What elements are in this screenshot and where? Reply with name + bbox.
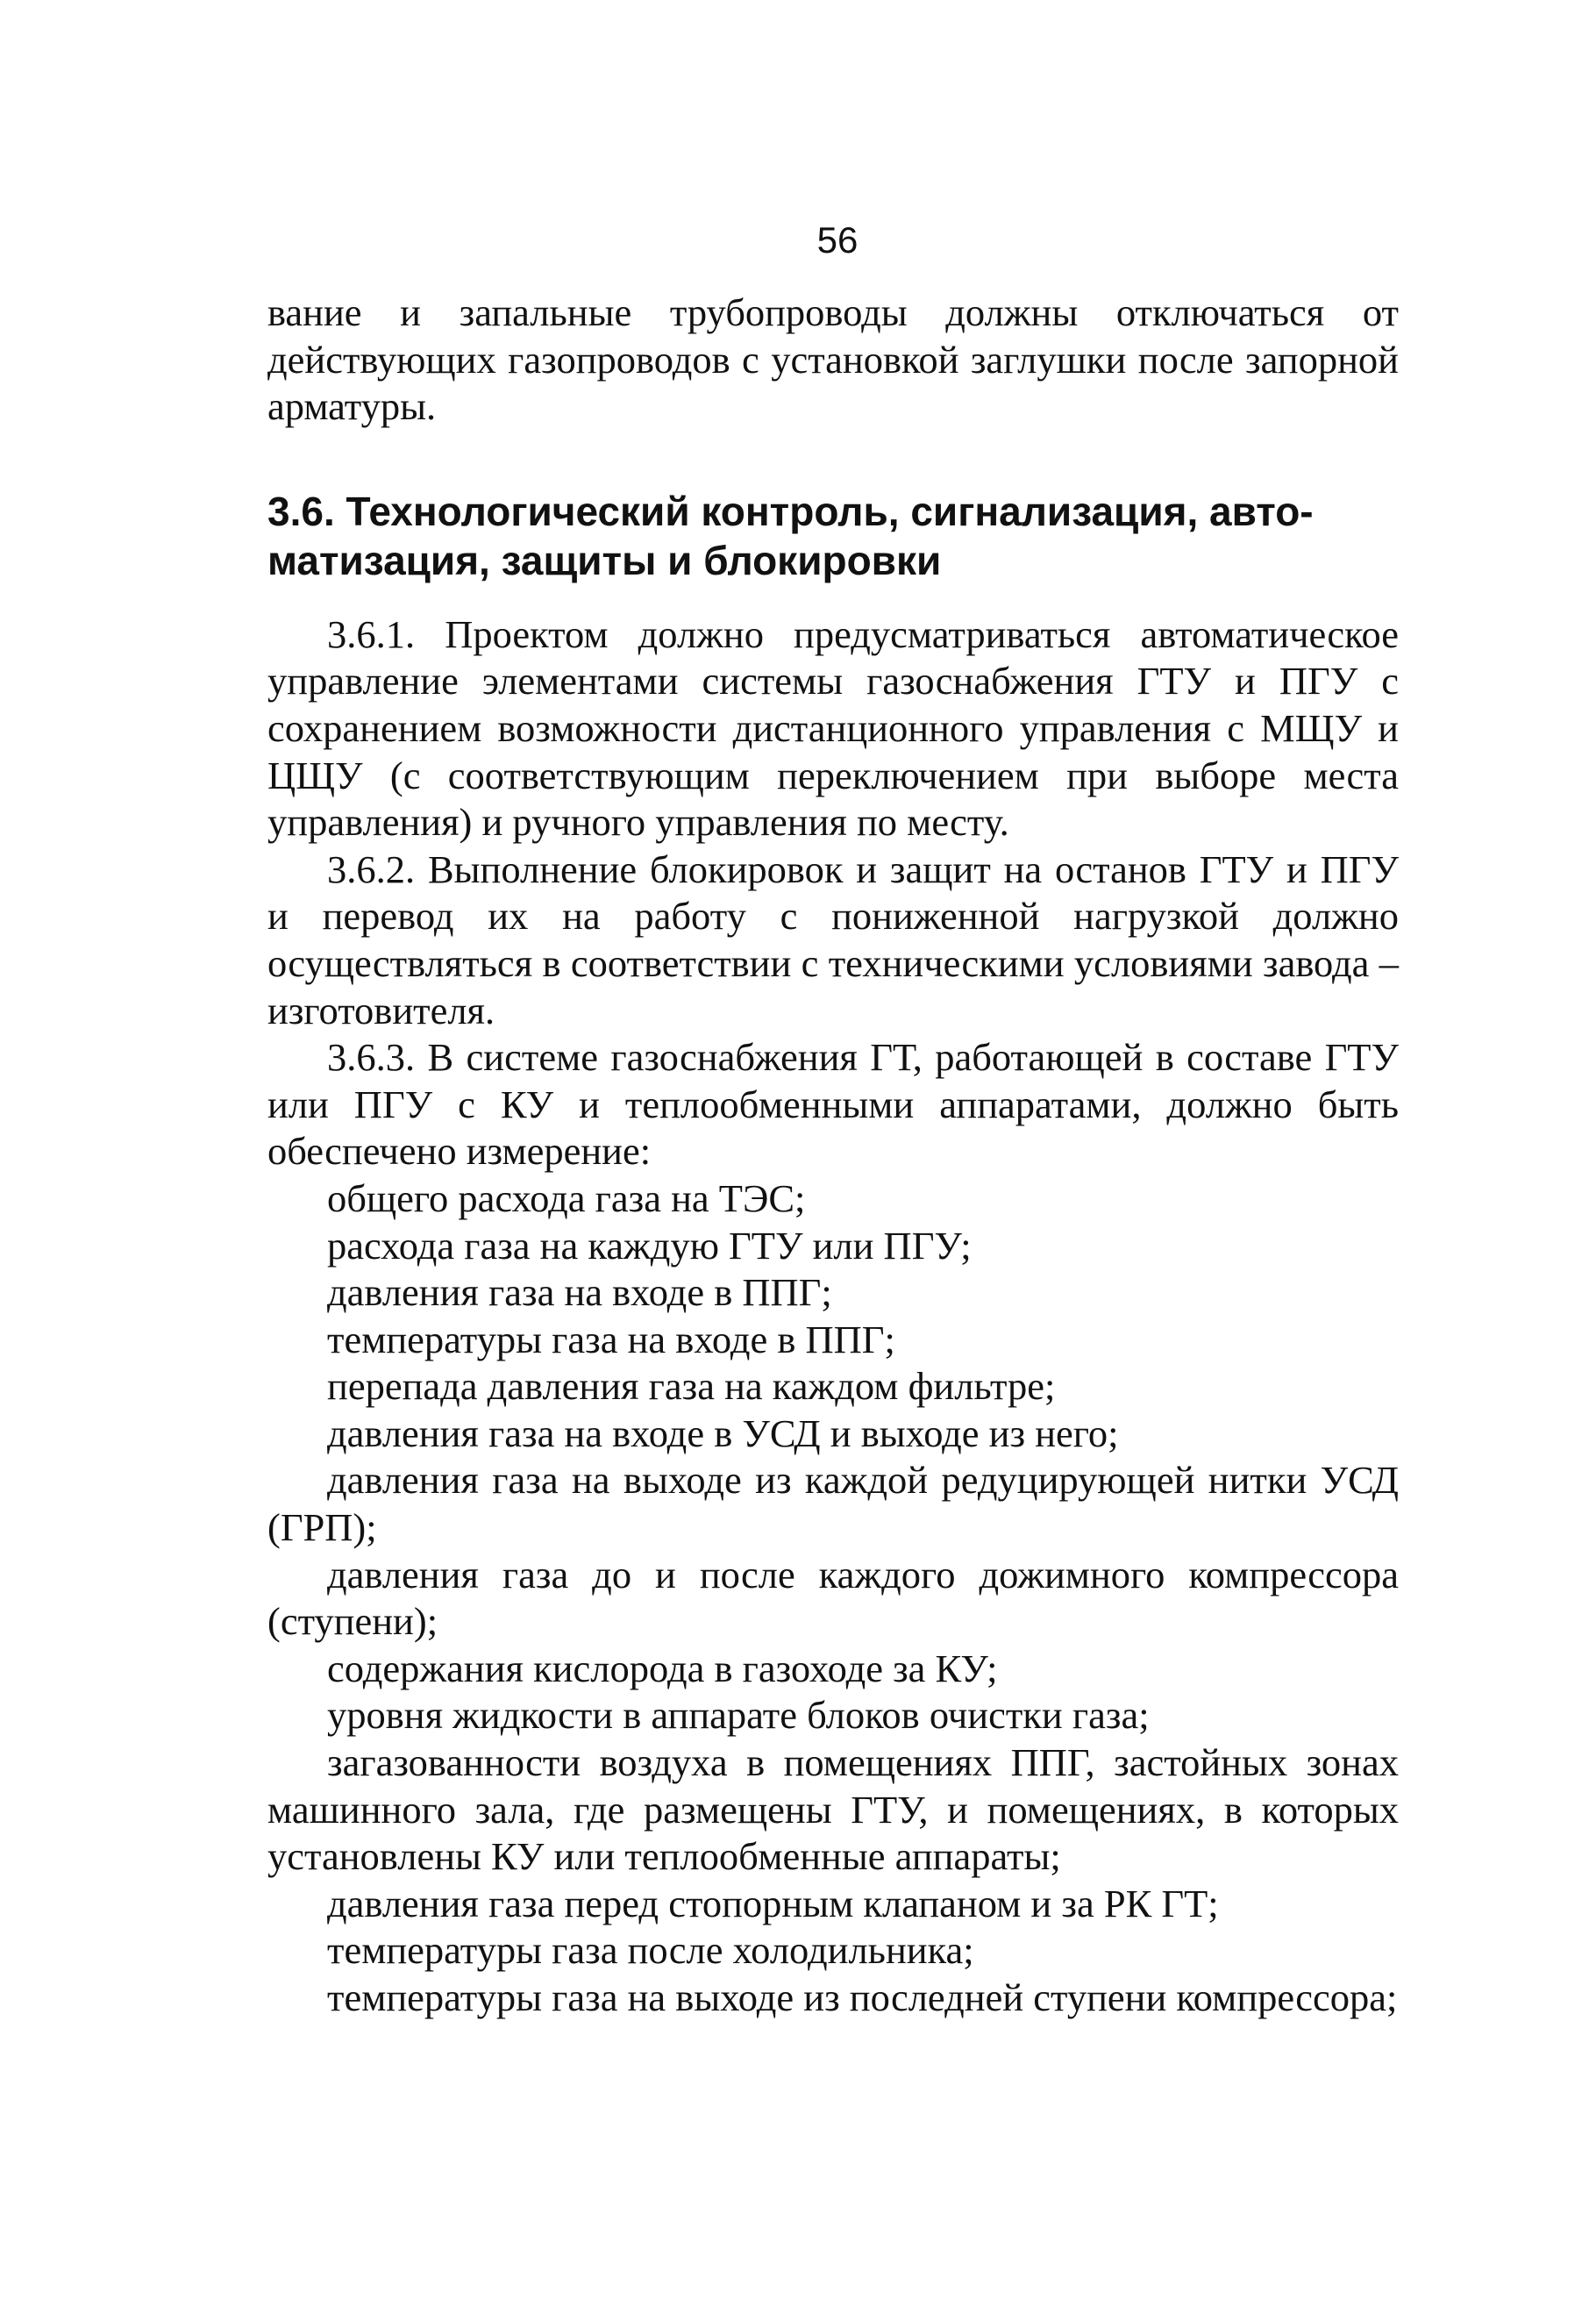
measurement-item: давления газа до и после каждого дожимного компрессора (ступени); [267, 1552, 1399, 1644]
measurement-item: давления газа на выходе из каждой редуцирующей нитки УСД (ГРП); [267, 1458, 1399, 1550]
measurement-item: загазованности воздуха в помещениях ППГ, застойных зонах машинного зала, где размещены ГТУ, и помещениях, в которых установлены КУ или теплообменные аппараты; [267, 1740, 1399, 1879]
measurement-item: давления газа на входе в УСД и выходе из него; [327, 1411, 1119, 1455]
measurement-item: расхода газа на каждую ГТУ или ПГУ; [327, 1223, 972, 1268]
paragraph-3-6-3: 3.6.3. В системе газоснабжения ГТ, работающей в составе ГТУ или ПГУ с КУ и теплообменными аппаратами, должно быть обеспечено измерение: [267, 1035, 1399, 1174]
section-heading-line-1: 3.6. Технологический контроль, сигнализация, авто- [267, 488, 1314, 534]
measurement-item: общего расхода газа на ТЭС; [327, 1175, 806, 1220]
measurement-item: уровня жидкости в аппарате блоков очистки газа; [327, 1693, 1150, 1738]
intro-paragraph: вание и запальные трубопроводы должны отключаться от действующих газопроводов с установкой заглушки после запорной арматуры. [267, 290, 1399, 429]
measurement-item: температуры газа на выходе из последней ступени компрессора; [327, 1975, 1398, 2019]
paragraph-3-6-2: 3.6.2. Выполнение блокировок и защит на останов ГТУ и ПГУ и перевод их на работу с пониженной нагрузкой должно осуществляться в соответствии с техническими условиями завода – изготовителя. [267, 846, 1399, 1032]
measurement-item: перепада давления газа на каждом фильтре; [327, 1364, 1056, 1409]
measurement-item: температуры газа после холодильника; [327, 1928, 974, 1973]
paragraph-3-6-1: 3.6.1. Проектом должно предусматриваться автоматическое управление элементами системы газоснабжения ГТУ и ПГУ с сохранением возможности дистанционного управления с МЩУ и ЦЩУ (с соответствующим переключением при выборе места управления) и ручного управления по месту. [267, 611, 1399, 845]
measurement-item: температуры газа на входе в ППГ; [327, 1317, 895, 1361]
page-number: 56 [816, 219, 859, 261]
measurement-item: давления газа перед стопорным клапаном и за РК ГТ; [327, 1881, 1219, 1925]
section-heading [267, 487, 1399, 585]
section-heading-line-2: матизация, защиты и блокировки [267, 537, 942, 583]
text-column [267, 289, 1399, 2022]
measurement-item: содержания кислорода в газоходе за КУ; [327, 1646, 998, 1690]
measurement-item: давления газа на входе в ППГ; [327, 1270, 832, 1315]
